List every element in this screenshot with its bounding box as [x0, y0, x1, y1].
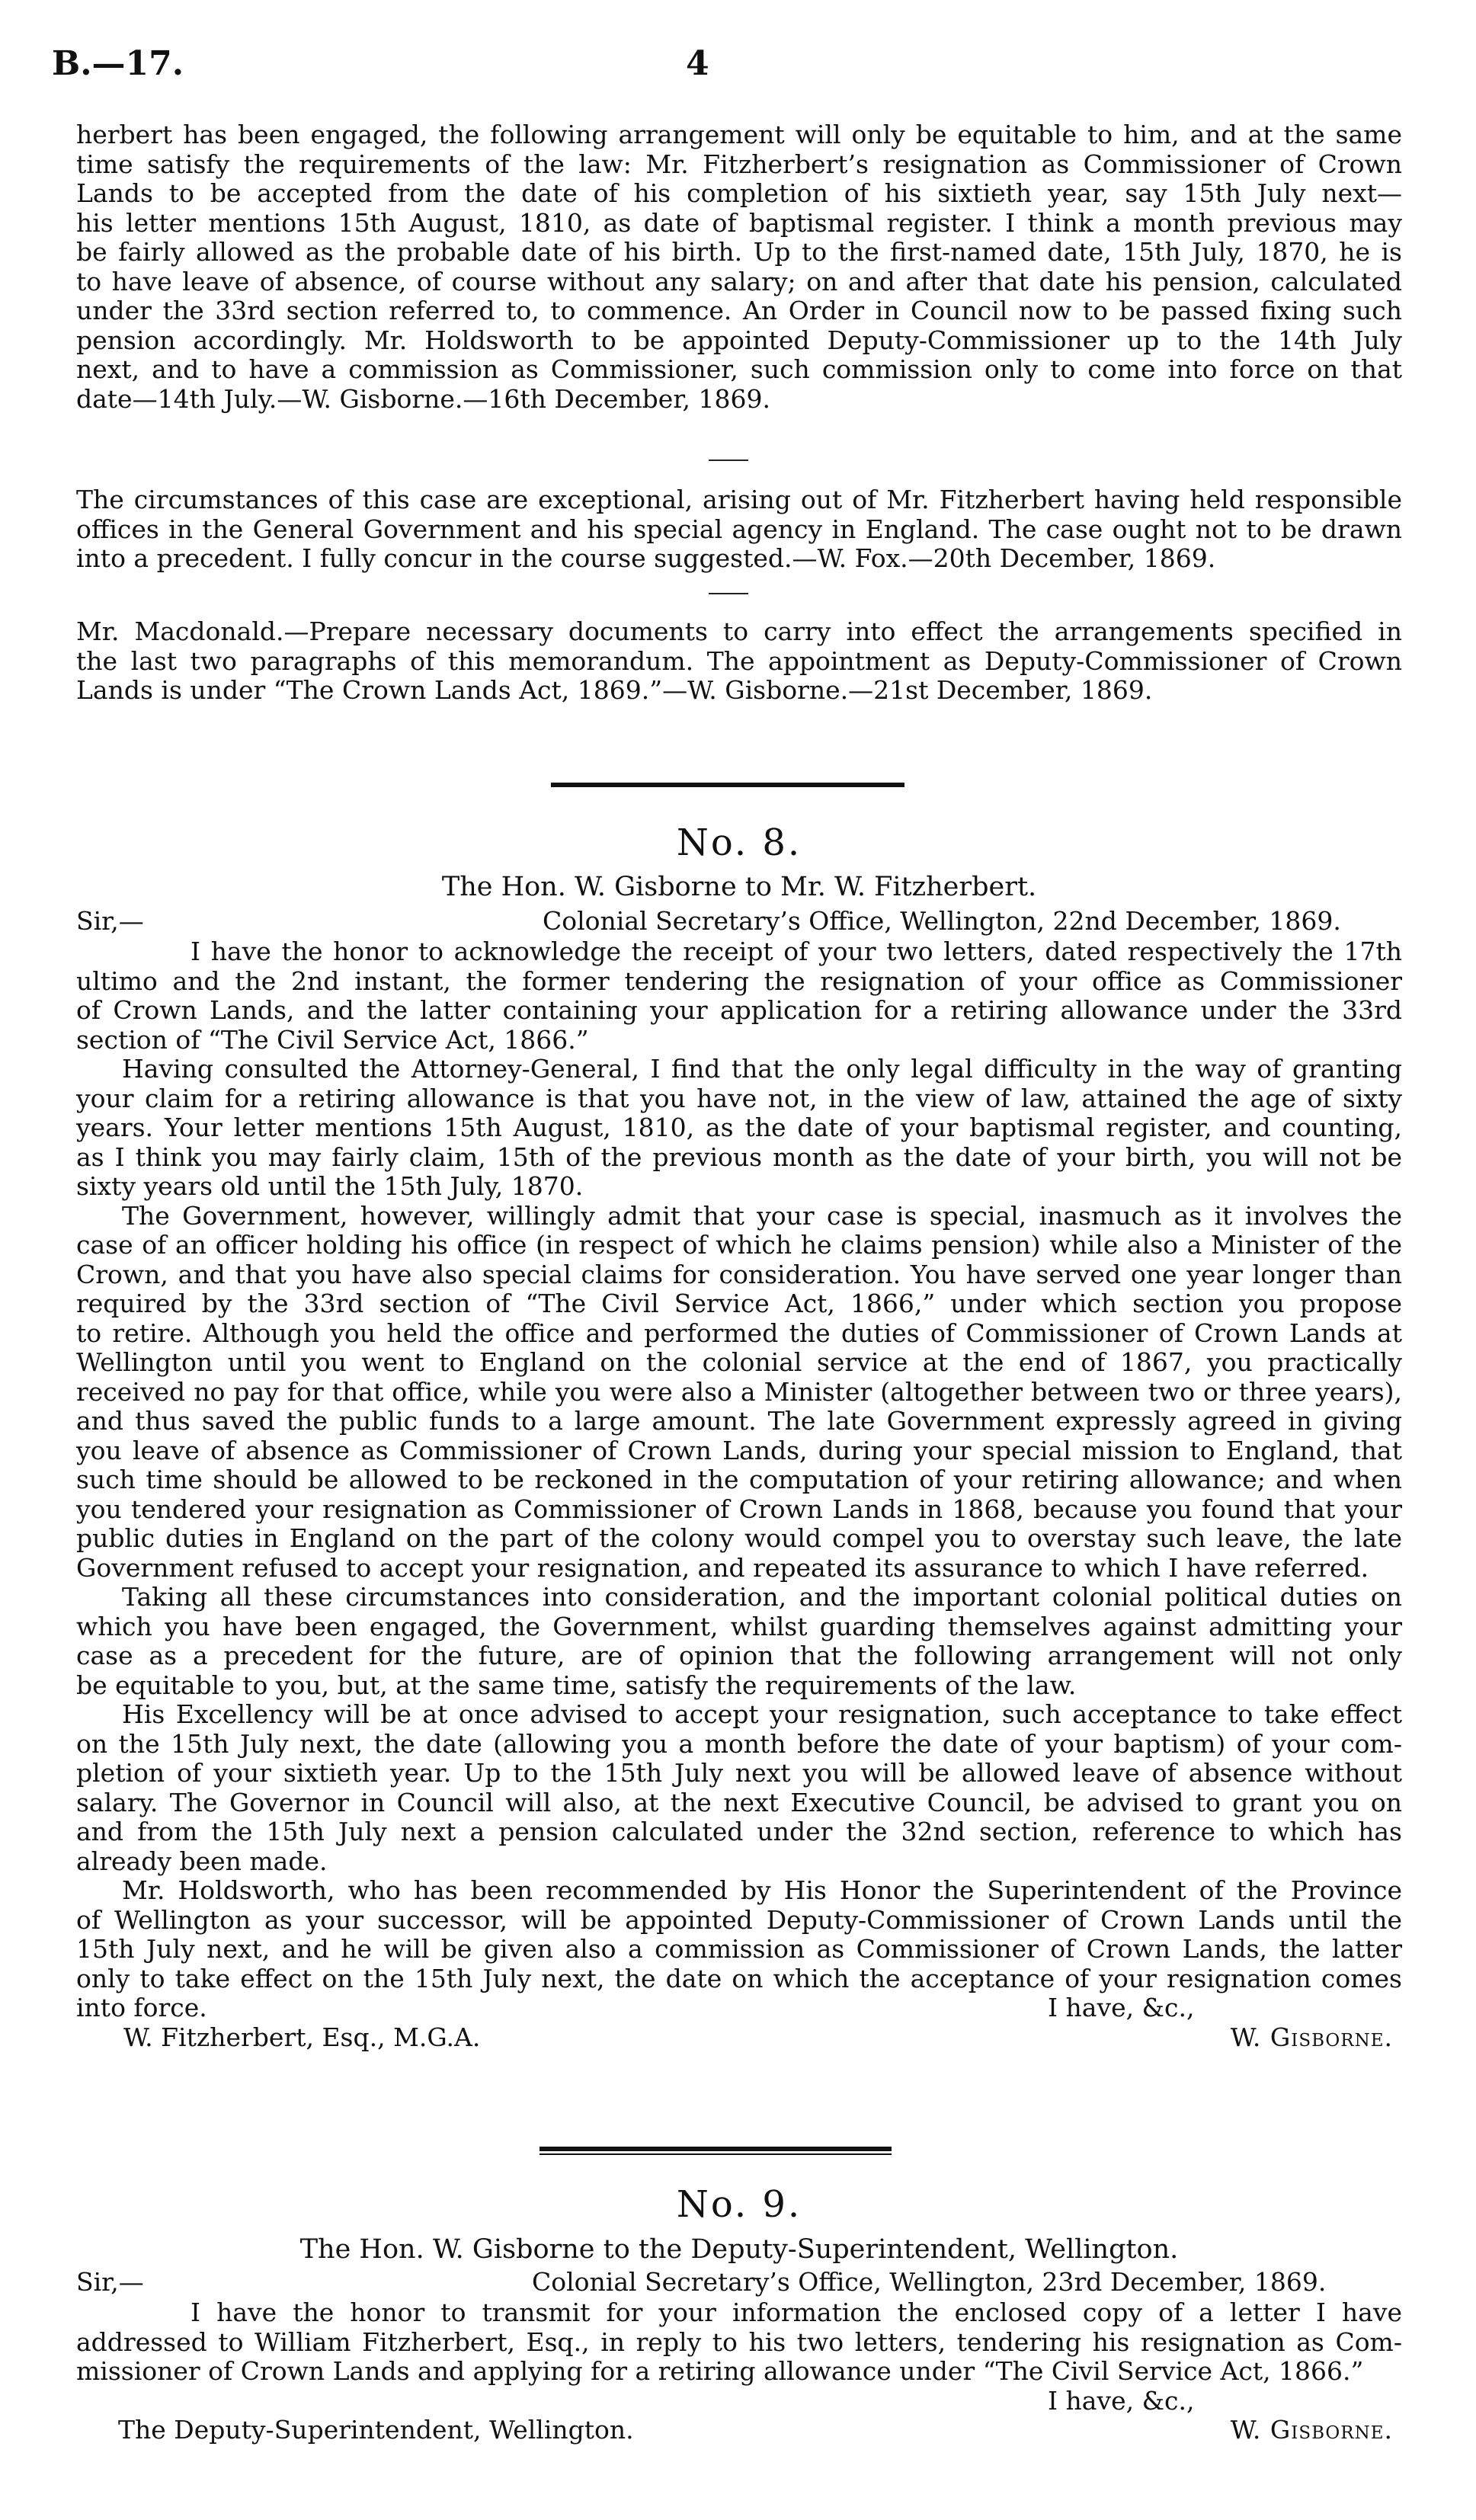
text-line: be fairly allowed as the probable date of his birth. Up to the first-named date, 15th July, 1870, he is	[76, 237, 1402, 267]
text-line: of Wellington as your successor, will be appointed Deputy-Commissioner of Crown Lands until the	[76, 1904, 1402, 1935]
signature: W. Gisborne.	[1230, 2022, 1393, 2052]
text-line: case of an officer holding his office (in respect of which he claims pension) while also a Minister of the	[76, 1230, 1402, 1260]
text-line: his letter mentions 15th August, 1810, as date of baptismal register. I think a month previous may	[76, 207, 1402, 238]
closing-line-start: into force.	[76, 1993, 207, 2022]
text-line: Lands to be accepted from the date of his completion of his sixtieth year, say 15th July next—	[76, 178, 1402, 208]
text-line: addressed to William Fitzherbert, Esq., in reply to his two letters, tendering his resignation as Com-	[76, 2326, 1402, 2357]
text-line: time satisfy the requirements of the law: Mr. Fitzherbert’s resignation as Commissioner of Crown	[76, 149, 1402, 179]
letter-heading	[76, 907, 1402, 937]
salutation: Sir,—	[76, 2267, 144, 2297]
text-line: The Government, however, willingly admit that your case is special, inasmuch as it involves the	[122, 1200, 1402, 1231]
document-reference: B.—17.	[52, 44, 184, 83]
addressee: The Deputy-Superintendent, Wellington.	[118, 2415, 634, 2445]
text-line: The circumstances of this case are exceptional, arising out of Mr. Fitzherbert having held responsible	[76, 485, 1402, 514]
text-line: Having consulted the Attorney-General, I find that the only legal difficulty in the way of granting	[122, 1054, 1402, 1084]
text-line: be equitable to you, but, at the same time, satisfy the requirements of the law.	[76, 1670, 1077, 1700]
text-line: which you have been engaged, the Government, whilst guarding themselves against admitting your	[76, 1611, 1402, 1641]
text-line: next, and to have a commission as Commissioner, such commission only to come into force on that	[76, 354, 1402, 384]
text-line: you leave of absence as Commissioner of Crown Lands, during your special mission to England, that	[76, 1435, 1402, 1465]
closing-phrase: I have, &c.,	[1048, 2385, 1195, 2416]
text-line: only to take effect on the 15th July next, the date on which the acceptance of your resignation comes	[76, 1963, 1402, 1993]
text-line: the last two paragraphs of this memorandum. The appointment as Deputy-Commissioner of Crown	[76, 645, 1402, 676]
section-divider	[709, 459, 748, 461]
text-line: Crown, and that you have also special claims for consideration. You have served one year longer than	[76, 1259, 1402, 1289]
text-line: case as a precedent for the future, are of opinion that the following arrangement will not only	[76, 1641, 1402, 1670]
letter-subtitle: The Hon. W. Gisborne to the Deputy-Superintendent, Wellington.	[299, 2234, 1179, 2265]
text-line: pension accordingly. Mr. Holdsworth to be appointed Deputy-Commissioner up to the 14th July	[76, 325, 1402, 355]
signature-line	[76, 2416, 1402, 2445]
text-line: and from the 15th July next a pension calculated under the 32nd section, reference to which has	[76, 1817, 1402, 1846]
text-line: offices in the General Government and his special agency in England. The case ought not to be drawn	[76, 514, 1402, 544]
text-line: to have leave of absence, of course without any salary; on and after that date his pension, calculated	[76, 266, 1402, 296]
text-line: into a precedent. I fully concur in the course suggested.—W. Fox.—20th December, 1869.	[76, 543, 1216, 573]
text-line	[76, 1993, 1402, 2023]
text-line: of Crown Lands, and the latter containing your application for a retiring allowance under the 33rd	[76, 995, 1402, 1025]
closing-phrase: I have, &c.,	[1048, 1993, 1195, 2022]
text-line: received no pay for that office, while you were also a Minister (altogether between two or three years),	[76, 1376, 1402, 1407]
salutation: Sir,—	[76, 906, 144, 936]
text-line: Wellington until you went to England on the colonial service at the end of 1867, you practically	[76, 1347, 1402, 1377]
text-line: Mr. Macdonald.—Prepare necessary documents to carry into effect the arrangements specified in	[76, 616, 1402, 646]
text-line: and thus saved the public funds to a large amount. The late Government expressly agreed in giving	[76, 1406, 1402, 1436]
text-line: I have the honor to acknowledge the receipt of your two letters, dated respectively the 17th	[191, 937, 1402, 966]
section-divider	[709, 593, 748, 594]
text-line: Taking all these circumstances into consideration, and the important colonial political duties on	[122, 1582, 1402, 1612]
text-line: I have the honor to transmit for your information the enclosed copy of a letter I have	[191, 2297, 1402, 2327]
memo-paragraph-fox	[76, 485, 1402, 574]
text-line: ultimo and the 2nd instant, the former tendering the resignation of your office as Commissioner	[76, 965, 1402, 996]
section-separator	[551, 783, 904, 787]
letter-heading	[76, 2268, 1402, 2297]
text-line: to retire. Although you held the office and performed the duties of Commissioner of Crown Lands at	[76, 1318, 1402, 1348]
text-line: Government refused to accept your resignation, and repeated its assurance to which I have referred.	[76, 1552, 1369, 1583]
page-number: 4	[686, 44, 709, 83]
text-line: on the 15th July next, the date (allowing you a month before the date of your baptism) of your com-	[76, 1728, 1402, 1759]
letter-body	[76, 2298, 1402, 2445]
text-line: such time should be allowed to be reckoned in the computation of your retiring allowance; and when	[76, 1465, 1402, 1494]
address-date: Colonial Secretary’s Office, Wellington, 22nd December, 1869.	[543, 906, 1341, 936]
letter-number-title: No. 9.	[676, 2183, 802, 2226]
text-line: date—14th July.—W. Gisborne.—16th December, 1869.	[76, 383, 770, 414]
text-line: sixty years old until the 15th July, 1870.	[76, 1171, 584, 1201]
text-line: you tendered your resignation as Commissioner of Crown Lands in 1868, because you found that your	[76, 1494, 1402, 1524]
addressee: W. Fitzherbert, Esq., M.G.A.	[123, 2022, 481, 2052]
text-line: required by the 33rd section of “The Civil Service Act, 1866,” under which section you propose	[76, 1289, 1402, 1318]
text-line: Mr. Holdsworth, who has been recommended by His Honor the Superintendent of the Province	[122, 1875, 1402, 1905]
section-separator	[539, 2147, 892, 2151]
text-line: as I think you may fairly claim, 15th of the previous month as the date of your birth, you will not be	[76, 1142, 1402, 1172]
address-date: Colonial Secretary’s Office, Wellington, 23rd December, 1869.	[532, 2267, 1327, 2297]
signature: W. Gisborne.	[1230, 2415, 1393, 2445]
text-line: your claim for a retiring allowance is that you have not, in the view of law, attained the age of sixty	[76, 1083, 1402, 1113]
text-line: Lands is under “The Crown Lands Act, 1869.”—W. Gisborne.—21st December, 1869.	[76, 675, 1153, 705]
text-line: under the 33rd section referred to, to commence. An Order in Council now to be passed fixing such	[76, 296, 1402, 325]
text-line: 15th July next, and he will be given also a commission as Commissioner of Crown Lands, the latter	[76, 1934, 1402, 1964]
text-line: public duties in England on the part of the colony would compel you to overstay such leave, the late	[76, 1523, 1402, 1553]
letter-subtitle: The Hon. W. Gisborne to Mr. W. Fitzherbert.	[441, 872, 1037, 902]
letter-body	[76, 937, 1402, 2052]
text-line: herbert has been engaged, the following arrangement will only be equitable to him, and at the same	[76, 120, 1402, 149]
text-line: His Excellency will be at once advised to accept your resignation, such acceptance to take effect	[122, 1699, 1402, 1729]
letter-number-title: No. 8.	[676, 821, 802, 864]
memo-paragraph-continued	[76, 120, 1402, 414]
text-line: years. Your letter mentions 15th August, 1810, as the date of your baptismal register, and counting,	[76, 1113, 1402, 1142]
signature-line	[76, 2023, 1402, 2053]
text-line: already been made.	[76, 1846, 328, 1876]
text-line: pletion of your sixtieth year. Up to the 15th July next you will be allowed leave of absence without	[76, 1758, 1402, 1788]
text-line: section of “The Civil Service Act, 1866.”	[76, 1024, 589, 1055]
text-line: missioner of Crown Lands and applying for a retiring allowance under “The Civil Service Act, 1866.”	[76, 2356, 1364, 2386]
section-separator-thin	[539, 2153, 892, 2155]
memo-paragraph-macdonald	[76, 617, 1402, 706]
text-line: salary. The Governor in Council will also, at the next Executive Council, be advised to grant you on	[76, 1787, 1402, 1817]
